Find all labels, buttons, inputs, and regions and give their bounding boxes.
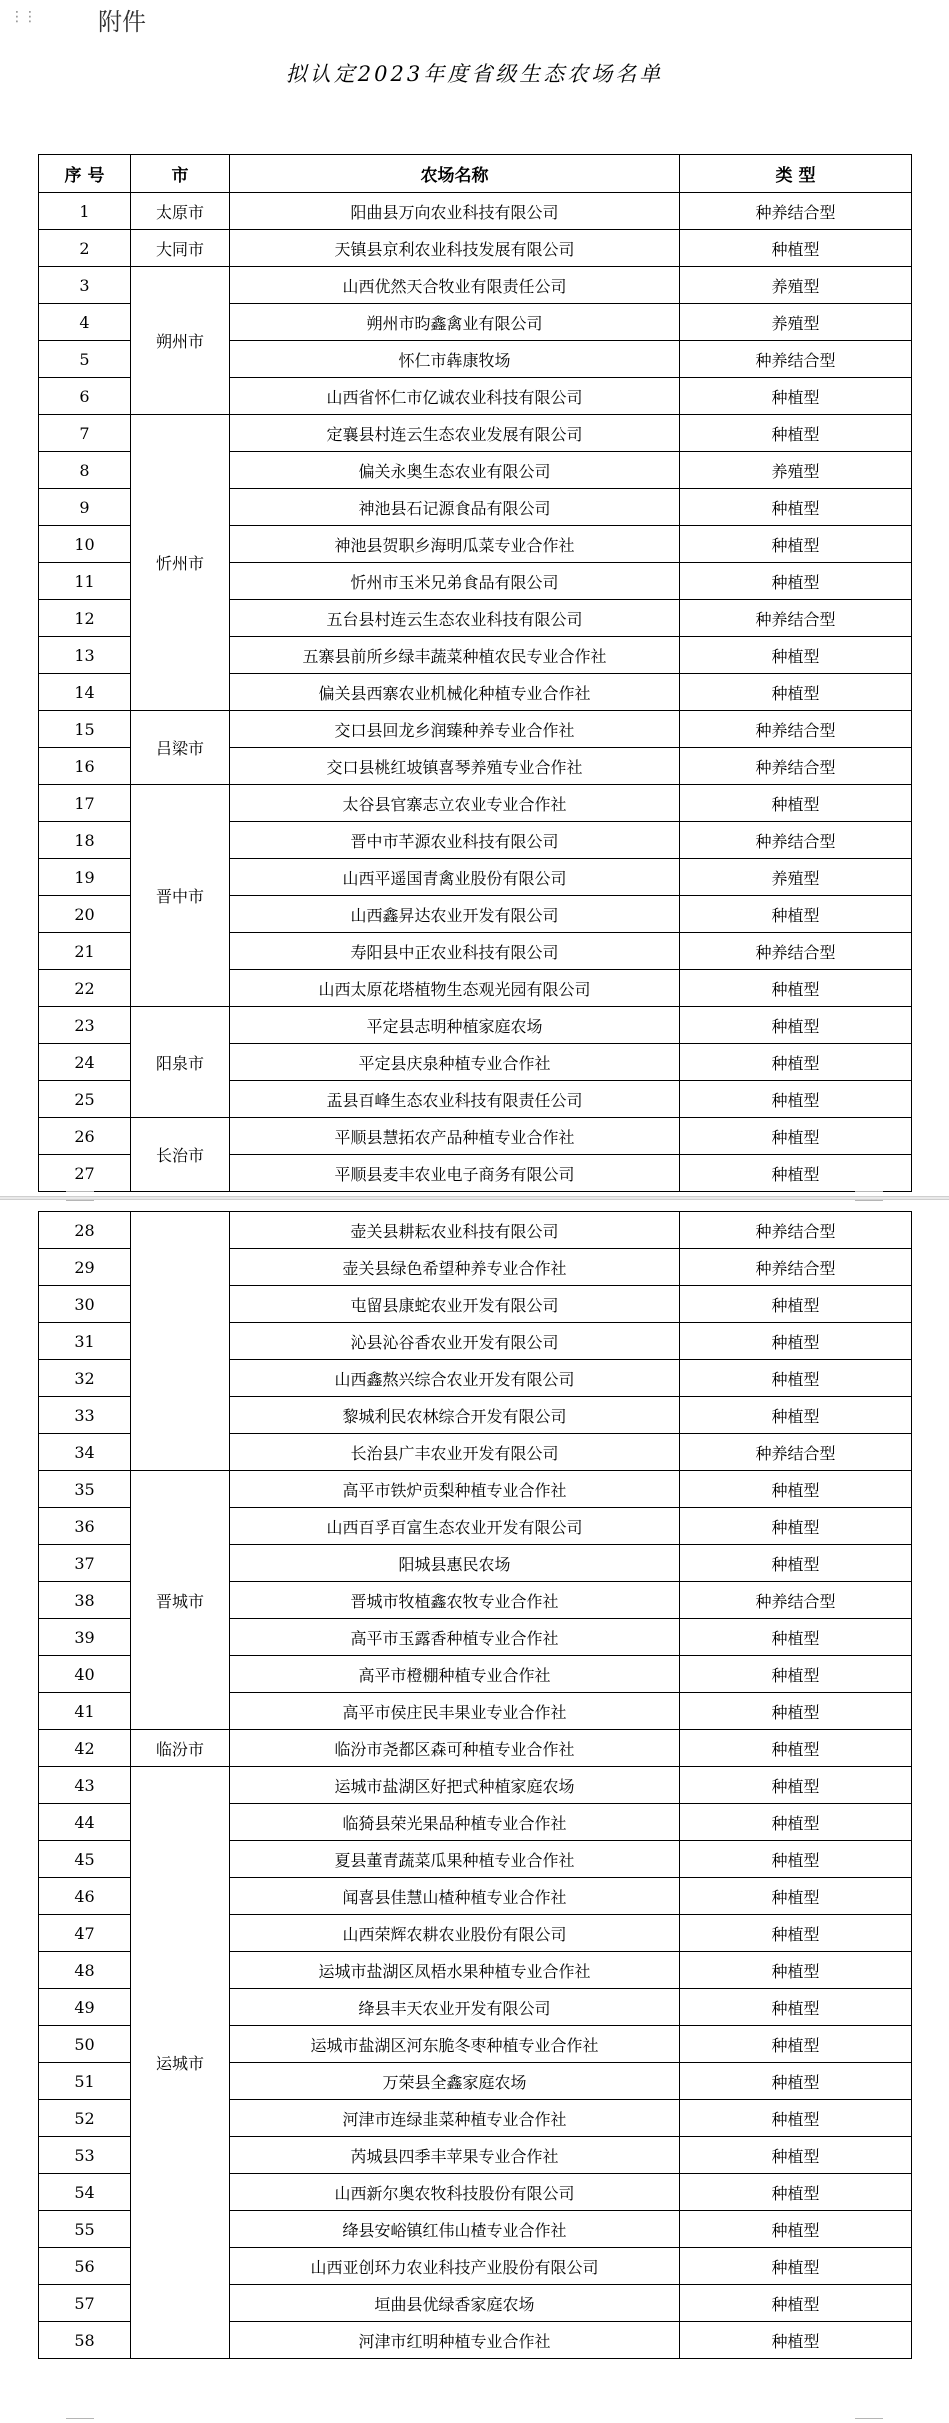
farm-name-cell: 万荣县全鑫家庭农场 <box>230 2063 680 2100</box>
farm-name-cell: 阳曲县万向农业科技有限公司 <box>230 193 680 230</box>
row-index-cell: 48 <box>39 1952 131 1989</box>
row-index-cell: 4 <box>39 304 131 341</box>
farm-type-cell: 种植型 <box>680 2100 912 2137</box>
row-index-cell: 1 <box>39 193 131 230</box>
row-index-cell: 5 <box>39 341 131 378</box>
city-cell: 长治市 <box>131 1118 230 1192</box>
table-row <box>39 711 912 748</box>
row-index-cell: 11 <box>39 563 131 600</box>
farm-type-cell: 种植型 <box>680 1044 912 1081</box>
farm-type-cell: 种养结合型 <box>680 193 912 230</box>
farm-name-cell: 寿阳县中正农业科技有限公司 <box>230 933 680 970</box>
farm-type-cell: 种植型 <box>680 378 912 415</box>
row-index-cell: 31 <box>39 1323 131 1360</box>
row-index-cell: 44 <box>39 1804 131 1841</box>
column-header-type: 类 型 <box>680 155 912 193</box>
farm-name-cell: 神池县贺职乡海明瓜菜专业合作社 <box>230 526 680 563</box>
page-corner-mark <box>66 1181 94 1192</box>
farm-type-cell: 种植型 <box>680 1155 912 1192</box>
farm-name-cell: 河津市红明种植专业合作社 <box>230 2322 680 2359</box>
farm-name-cell: 垣曲县优绿香家庭农场 <box>230 2285 680 2322</box>
farm-name-cell: 交口县回龙乡润臻种养专业合作社 <box>230 711 680 748</box>
city-cell: 朔州市 <box>131 267 230 415</box>
page-corner-mark <box>66 2408 94 2419</box>
row-index-cell: 35 <box>39 1471 131 1508</box>
table-row <box>39 1212 912 1249</box>
farm-name-cell: 高平市玉露香种植专业合作社 <box>230 1619 680 1656</box>
farm-name-cell: 山西鑫昇达农业开发有限公司 <box>230 896 680 933</box>
row-index-cell: 10 <box>39 526 131 563</box>
row-index-cell: 52 <box>39 2100 131 2137</box>
row-index-cell: 21 <box>39 933 131 970</box>
attachment-label: 附件 <box>98 8 146 36</box>
table-row <box>39 1118 912 1155</box>
farm-name-cell: 高平市橙棚种植专业合作社 <box>230 1656 680 1693</box>
farm-name-cell: 定襄县村连云生态农业发展有限公司 <box>230 415 680 452</box>
farm-type-cell: 种植型 <box>680 637 912 674</box>
row-index-cell: 29 <box>39 1249 131 1286</box>
farm-name-cell: 五寨县前所乡绿丰蔬菜种植农民专业合作社 <box>230 637 680 674</box>
farm-name-cell: 怀仁市犇康牧场 <box>230 341 680 378</box>
farm-name-cell: 芮城县四季丰苹果专业合作社 <box>230 2137 680 2174</box>
city-cell: 大同市 <box>131 230 230 267</box>
farm-name-cell: 河津市连绿韭菜种植专业合作社 <box>230 2100 680 2137</box>
farm-type-cell: 种植型 <box>680 1397 912 1434</box>
table-body <box>39 1212 912 2359</box>
farm-type-cell: 种养结合型 <box>680 933 912 970</box>
farm-name-cell: 山西百孚百富生态农业开发有限公司 <box>230 1508 680 1545</box>
table-header-row <box>39 155 912 193</box>
row-index-cell: 32 <box>39 1360 131 1397</box>
farm-type-cell: 养殖型 <box>680 452 912 489</box>
farm-name-cell: 临汾市尧都区森可种植专业合作社 <box>230 1730 680 1767</box>
farm-type-cell: 种植型 <box>680 1730 912 1767</box>
farm-type-cell: 种养结合型 <box>680 1249 912 1286</box>
document-page-2 <box>0 1200 949 2423</box>
farm-type-cell: 种植型 <box>680 489 912 526</box>
row-index-cell: 28 <box>39 1212 131 1249</box>
row-index-cell: 49 <box>39 1989 131 2026</box>
row-index-cell: 22 <box>39 970 131 1007</box>
farm-name-cell: 盂县百峰生态农业科技有限责任公司 <box>230 1081 680 1118</box>
row-index-cell: 36 <box>39 1508 131 1545</box>
farm-type-cell: 养殖型 <box>680 304 912 341</box>
farm-type-cell: 养殖型 <box>680 859 912 896</box>
farm-type-cell: 种植型 <box>680 2026 912 2063</box>
farm-name-cell: 山西鑫熬兴综合农业开发有限公司 <box>230 1360 680 1397</box>
row-index-cell: 14 <box>39 674 131 711</box>
row-index-cell: 38 <box>39 1582 131 1619</box>
city-cell: 运城市 <box>131 1767 230 2359</box>
farm-type-cell: 种植型 <box>680 1286 912 1323</box>
row-index-cell: 13 <box>39 637 131 674</box>
city-cell: 阳泉市 <box>131 1007 230 1118</box>
row-index-cell: 20 <box>39 896 131 933</box>
city-cell <box>131 1212 230 1471</box>
farm-type-cell: 种植型 <box>680 1118 912 1155</box>
column-header-index: 序 号 <box>39 155 131 193</box>
page-corner-mark <box>855 1200 883 1211</box>
row-index-cell: 54 <box>39 2174 131 2211</box>
farm-type-cell: 种养结合型 <box>680 1212 912 1249</box>
table-row <box>39 230 912 267</box>
farm-type-cell: 种植型 <box>680 2285 912 2322</box>
farm-name-cell: 晋中市芊源农业科技有限公司 <box>230 822 680 859</box>
row-index-cell: 58 <box>39 2322 131 2359</box>
farm-type-cell: 种植型 <box>680 1804 912 1841</box>
farm-name-cell: 山西荣辉农耕农业股份有限公司 <box>230 1915 680 1952</box>
row-index-cell: 50 <box>39 2026 131 2063</box>
table-row <box>39 415 912 452</box>
farm-name-cell: 五台县村连云生态农业科技有限公司 <box>230 600 680 637</box>
row-index-cell: 46 <box>39 1878 131 1915</box>
row-index-cell: 18 <box>39 822 131 859</box>
farm-type-cell: 种养结合型 <box>680 600 912 637</box>
farm-name-cell: 阳城县惠民农场 <box>230 1545 680 1582</box>
farm-type-cell: 种植型 <box>680 1767 912 1804</box>
farm-name-cell: 绛县安峪镇红伟山楂专业合作社 <box>230 2211 680 2248</box>
farm-type-cell: 种植型 <box>680 2137 912 2174</box>
farm-list-table-part-1 <box>38 154 912 1192</box>
farm-name-cell: 黎城利民农林综合开发有限公司 <box>230 1397 680 1434</box>
farm-type-cell: 种植型 <box>680 1081 912 1118</box>
farm-type-cell: 种植型 <box>680 230 912 267</box>
row-index-cell: 16 <box>39 748 131 785</box>
page-corner-mark <box>855 1181 883 1192</box>
farm-name-cell: 绛县丰天农业开发有限公司 <box>230 1989 680 2026</box>
farm-type-cell: 种植型 <box>680 563 912 600</box>
farm-name-cell: 晋城市牧植鑫农牧专业合作社 <box>230 1582 680 1619</box>
row-index-cell: 42 <box>39 1730 131 1767</box>
farm-name-cell: 平顺县麦丰农业电子商务有限公司 <box>230 1155 680 1192</box>
farm-name-cell: 山西平遥国青禽业股份有限公司 <box>230 859 680 896</box>
farm-type-cell: 种植型 <box>680 674 912 711</box>
farm-type-cell: 种植型 <box>680 1471 912 1508</box>
farm-name-cell: 山西新尔奥农牧科技股份有限公司 <box>230 2174 680 2211</box>
city-cell: 吕梁市 <box>131 711 230 785</box>
row-index-cell: 3 <box>39 267 131 304</box>
farm-type-cell: 种植型 <box>680 2211 912 2248</box>
farm-name-cell: 神池县石记源食品有限公司 <box>230 489 680 526</box>
row-index-cell: 19 <box>39 859 131 896</box>
column-header-farm-name: 农场名称 <box>230 155 680 193</box>
farm-type-cell: 种植型 <box>680 1656 912 1693</box>
city-cell: 晋城市 <box>131 1471 230 1730</box>
farm-name-cell: 临猗县荣光果品种植专业合作社 <box>230 1804 680 1841</box>
row-index-cell: 25 <box>39 1081 131 1118</box>
row-index-cell: 9 <box>39 489 131 526</box>
farm-name-cell: 高平市铁炉贡梨种植专业合作社 <box>230 1471 680 1508</box>
farm-type-cell: 种养结合型 <box>680 748 912 785</box>
row-index-cell: 56 <box>39 2248 131 2285</box>
farm-name-cell: 运城市盐湖区河东脆冬枣种植专业合作社 <box>230 2026 680 2063</box>
row-index-cell: 17 <box>39 785 131 822</box>
city-cell: 太原市 <box>131 193 230 230</box>
farm-type-cell: 种植型 <box>680 1360 912 1397</box>
row-index-cell: 39 <box>39 1619 131 1656</box>
table-row <box>39 193 912 230</box>
row-index-cell: 12 <box>39 600 131 637</box>
farm-type-cell: 种植型 <box>680 2322 912 2359</box>
farm-name-cell: 高平市侯庄民丰果业专业合作社 <box>230 1693 680 1730</box>
row-index-cell: 45 <box>39 1841 131 1878</box>
farm-type-cell: 种植型 <box>680 1007 912 1044</box>
farm-name-cell: 天镇县京利农业科技发展有限公司 <box>230 230 680 267</box>
farm-name-cell: 闻喜县佳慧山楂种植专业合作社 <box>230 1878 680 1915</box>
farm-name-cell: 屯留县康蛇农业开发有限公司 <box>230 1286 680 1323</box>
table-row <box>39 267 912 304</box>
row-index-cell: 53 <box>39 2137 131 2174</box>
farm-name-cell: 偏关永奥生态农业有限公司 <box>230 452 680 489</box>
row-index-cell: 23 <box>39 1007 131 1044</box>
farm-type-cell: 种植型 <box>680 1952 912 1989</box>
farm-name-cell: 运城市盐湖区凤梧水果种植专业合作社 <box>230 1952 680 1989</box>
table-row <box>39 1730 912 1767</box>
column-header-city: 市 <box>131 155 230 193</box>
row-index-cell: 30 <box>39 1286 131 1323</box>
farm-type-cell: 种植型 <box>680 415 912 452</box>
row-index-cell: 55 <box>39 2211 131 2248</box>
farm-type-cell: 种植型 <box>680 1693 912 1730</box>
row-index-cell: 33 <box>39 1397 131 1434</box>
farm-type-cell: 种植型 <box>680 1841 912 1878</box>
table-row <box>39 1007 912 1044</box>
farm-name-cell: 长治县广丰农业开发有限公司 <box>230 1434 680 1471</box>
table-row <box>39 1471 912 1508</box>
table-row <box>39 1767 912 1804</box>
document-page-1 <box>0 0 949 1196</box>
farm-name-cell: 山西省怀仁市亿诚农业科技有限公司 <box>230 378 680 415</box>
row-index-cell: 27 <box>39 1155 131 1192</box>
row-index-cell: 24 <box>39 1044 131 1081</box>
row-index-cell: 51 <box>39 2063 131 2100</box>
farm-name-cell: 忻州市玉米兄弟食品有限公司 <box>230 563 680 600</box>
farm-type-cell: 种植型 <box>680 2248 912 2285</box>
farm-type-cell: 种养结合型 <box>680 1434 912 1471</box>
farm-name-cell: 太谷县官寨志立农业专业合作社 <box>230 785 680 822</box>
farm-type-cell: 种植型 <box>680 1619 912 1656</box>
row-index-cell: 43 <box>39 1767 131 1804</box>
farm-name-cell: 壶关县绿色希望种养专业合作社 <box>230 1249 680 1286</box>
farm-type-cell: 养殖型 <box>680 267 912 304</box>
farm-type-cell: 种植型 <box>680 526 912 563</box>
farm-name-cell: 平顺县慧拓农产品种植专业合作社 <box>230 1118 680 1155</box>
farm-type-cell: 种植型 <box>680 1508 912 1545</box>
row-index-cell: 7 <box>39 415 131 452</box>
farm-name-cell: 朔州市昀鑫禽业有限公司 <box>230 304 680 341</box>
farm-type-cell: 种植型 <box>680 2063 912 2100</box>
farm-type-cell: 种植型 <box>680 1915 912 1952</box>
page-corner-mark <box>855 2408 883 2419</box>
drag-handle-icon[interactable]: ⋮⋮ <box>10 9 36 25</box>
document-title: 拟认定2023年度省级生态农场名单 <box>285 62 664 86</box>
farm-type-cell: 种养结合型 <box>680 341 912 378</box>
farm-type-cell: 种植型 <box>680 1323 912 1360</box>
farm-type-cell: 种养结合型 <box>680 711 912 748</box>
row-index-cell: 26 <box>39 1118 131 1155</box>
farm-name-cell: 沁县沁谷香农业开发有限公司 <box>230 1323 680 1360</box>
farm-name-cell: 运城市盐湖区好把式种植家庭农场 <box>230 1767 680 1804</box>
row-index-cell: 57 <box>39 2285 131 2322</box>
farm-type-cell: 种植型 <box>680 1545 912 1582</box>
row-index-cell: 34 <box>39 1434 131 1471</box>
farm-type-cell: 种植型 <box>680 896 912 933</box>
farm-type-cell: 种植型 <box>680 970 912 1007</box>
table-body <box>39 193 912 1192</box>
farm-name-cell: 壶关县耕耘农业科技有限公司 <box>230 1212 680 1249</box>
farm-name-cell: 夏县董青蔬菜瓜果种植专业合作社 <box>230 1841 680 1878</box>
table-row <box>39 785 912 822</box>
row-index-cell: 8 <box>39 452 131 489</box>
farm-list-table-part-2 <box>38 1211 912 2359</box>
row-index-cell: 40 <box>39 1656 131 1693</box>
row-index-cell: 47 <box>39 1915 131 1952</box>
row-index-cell: 2 <box>39 230 131 267</box>
farm-name-cell: 交口县桃红坡镇喜琴养殖专业合作社 <box>230 748 680 785</box>
row-index-cell: 6 <box>39 378 131 415</box>
farm-name-cell: 山西太原花塔植物生态观光园有限公司 <box>230 970 680 1007</box>
farm-name-cell: 山西亚创环力农业科技产业股份有限公司 <box>230 2248 680 2285</box>
farm-type-cell: 种植型 <box>680 1989 912 2026</box>
row-index-cell: 41 <box>39 1693 131 1730</box>
farm-type-cell: 种植型 <box>680 785 912 822</box>
farm-name-cell: 平定县志明种植家庭农场 <box>230 1007 680 1044</box>
farm-type-cell: 种养结合型 <box>680 822 912 859</box>
farm-type-cell: 种养结合型 <box>680 1582 912 1619</box>
farm-type-cell: 种植型 <box>680 2174 912 2211</box>
farm-name-cell: 平定县庆泉种植专业合作社 <box>230 1044 680 1081</box>
farm-name-cell: 偏关县西寨农业机械化种植专业合作社 <box>230 674 680 711</box>
row-index-cell: 37 <box>39 1545 131 1582</box>
city-cell: 忻州市 <box>131 415 230 711</box>
city-cell: 临汾市 <box>131 1730 230 1767</box>
farm-name-cell: 山西优然天合牧业有限责任公司 <box>230 267 680 304</box>
row-index-cell: 15 <box>39 711 131 748</box>
page-corner-mark <box>66 1200 94 1211</box>
farm-type-cell: 种植型 <box>680 1878 912 1915</box>
city-cell: 晋中市 <box>131 785 230 1007</box>
